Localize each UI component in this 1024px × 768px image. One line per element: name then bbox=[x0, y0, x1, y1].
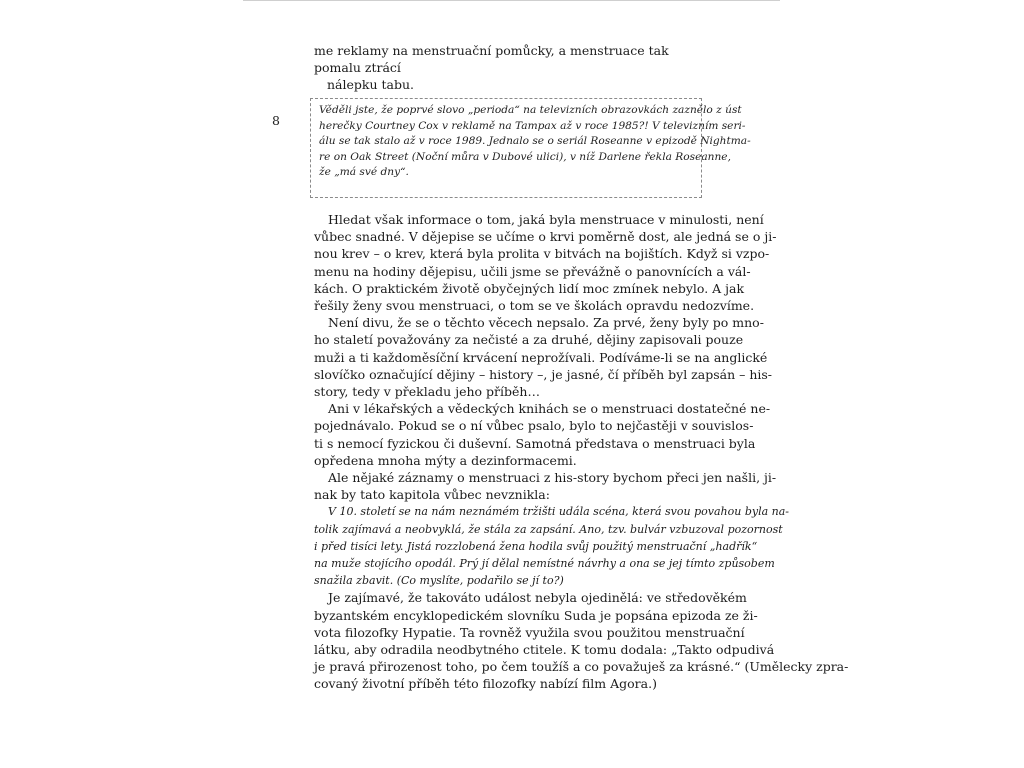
callout-line: herečky Courtney Cox v reklamě na Tampax až v roce 1985?! V televizním seri- bbox=[319, 119, 746, 132]
did-you-know-callout bbox=[310, 98, 751, 198]
body-line: opředena mnoha mýty a dezinformacemi. bbox=[314, 452, 577, 468]
quote-line: i před tisíci lety. Jistá rozzlobená žena hodila svůj použitý menstruační „hadřík“ bbox=[314, 539, 758, 553]
body-line: Je zajímavé, že takováto událost nebyla ojedinělá: ve středověkém bbox=[328, 590, 747, 606]
body-line: řešily ženy svou menstruaci, o tom se ve školách opravdu nedozvíme. bbox=[314, 298, 755, 314]
callout-line: Věděli jste, že poprvé slovo „perioda“ na televizních obrazovkách zaznělo z úst bbox=[319, 104, 742, 116]
quote-line: V 10. století se na nám neznámém tržišti udála scéna, která svou povahou byla na- bbox=[328, 505, 790, 519]
body-line: Ani v lékařských a vědeckých knihách se o menstruaci dostatečné ne- bbox=[328, 401, 771, 417]
quote-line: tolik zajímavá a neobvyklá, že stála za zapsání. Ano, tzv. bulvár vzbuzoval pozornost bbox=[314, 522, 783, 536]
callout-line: že „má své dny“. bbox=[319, 166, 409, 179]
callout-line: álu se tak stalo až v roce 1989. Jednalo se o seriál Roseanne v epizodě Nightma- bbox=[319, 135, 751, 148]
body-line: menu na hodiny dějepisu, učili jsme se převážně o panovnících a vál- bbox=[314, 263, 751, 279]
body-text bbox=[314, 211, 849, 693]
body-line: je pravá přirozenost toho, po čem toužíš a co považuješ za krásné.“ (Umělecky zpra- bbox=[314, 659, 849, 675]
body-line: látku, aby odradila neodbytného ctitele. K tomu dodala: „Takto odpudivá bbox=[314, 642, 775, 658]
body-line: Ale nějaké záznamy o menstruaci z his-story bychom přeci jen našli, ji- bbox=[328, 470, 777, 486]
quote-line: snažila zbavit. (Co myslíte, podařilo se jí to?) bbox=[314, 574, 564, 588]
body-line: ti s nemocí fyzickou či duševní. Samotná představa o menstruaci byla bbox=[314, 435, 756, 451]
body-line: story, tedy v překladu jeho příběh… bbox=[314, 384, 540, 400]
body-line: byzantském encyklopedickém slovníku Suda je popsána epizoda ze ži- bbox=[314, 607, 758, 623]
body-line: covaný životní příběh této filozofky nabízí film Agora.) bbox=[314, 676, 657, 692]
body-line: slovíčko označující dějiny – history –, je jasné, čí příběh byl zapsán – his- bbox=[314, 366, 773, 382]
body-line: ho staletí považovány za nečisté a za druhé, dějiny zapisovali pouze bbox=[314, 332, 744, 348]
page-top-rule bbox=[243, 0, 780, 1]
body-line: nou krev – o krev, která byla prolita v bitvách na bojištích. Když si vzpo- bbox=[314, 246, 770, 262]
intro-paragraph bbox=[314, 42, 716, 94]
body-line: kách. O praktickém životě obyčejných lidí moc zmínek nebylo. A jak bbox=[314, 280, 745, 296]
intro-line: nálepku tabu. bbox=[327, 77, 414, 93]
body-line: nak by tato kapitola vůbec nevznikla: bbox=[314, 487, 550, 503]
page-number: 8 bbox=[272, 113, 280, 128]
body-line: vota filozofky Hypatie. Ta rovněž využila svou použitou menstruační bbox=[314, 624, 745, 640]
intro-line: me reklamy na menstruační pomůcky, a menstruace tak pomalu ztrácí bbox=[314, 43, 669, 76]
body-line: Není divu, že se o těchto věcech nepsalo. Za prvé, ženy byly po mno- bbox=[328, 315, 764, 331]
callout-line: re on Oak Street (Noční můra v Dubové ulici), v níž Darlene řekla Roseanne, bbox=[319, 150, 731, 163]
body-line: muži a ti každoměsíční krvácení neprožívali. Podíváme-li se na anglické bbox=[314, 349, 768, 365]
body-line: Hledat však informace o tom, jaká byla menstruace v minulosti, není bbox=[328, 212, 764, 227]
body-line: pojednávalo. Pokud se o ní vůbec psalo, bylo to nejčastěji v souvislos- bbox=[314, 418, 754, 434]
body-line: vůbec snadné. V dějepise se učíme o krvi poměrně dost, ale jedná se o ji- bbox=[314, 229, 777, 245]
quote-line: na muže stojícího opodál. Prý jí dělal nemístné návrhy a ona se jej tímto způsobem bbox=[314, 557, 775, 571]
